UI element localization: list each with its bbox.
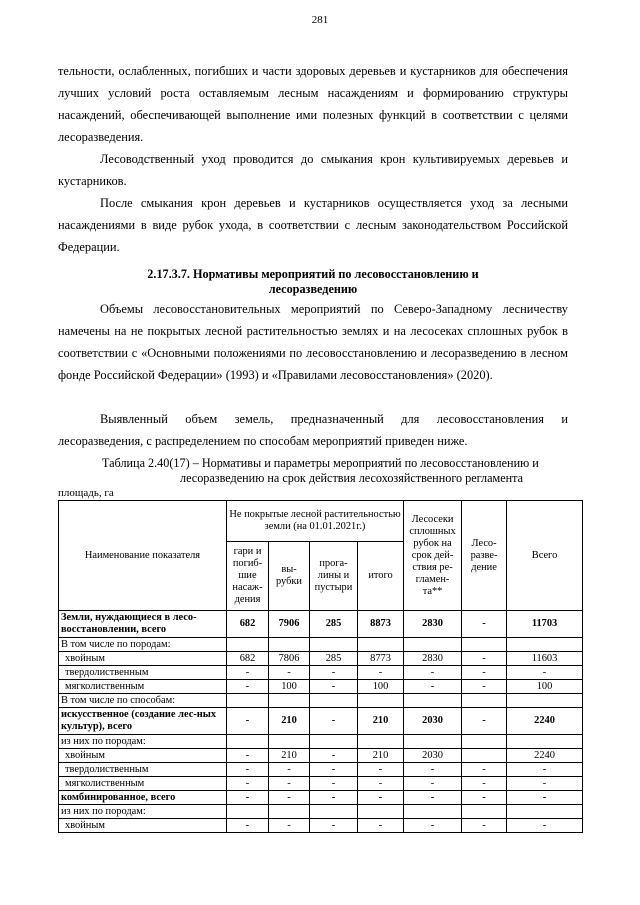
paragraph-continuation: тельности, ослабленных, погибших и части здоровых деревьев и кустарников для обеспечения лучших условий роста оставляемым лесным насаждениям и формированию структуры насаждений, обеспечивающей выполнение ими полезных функций в соответствии с целями лесоразведения. xyxy=(58,64,568,144)
row-label: Земли, нуждающиеся в лесо-восстановлении, всего xyxy=(59,611,227,638)
table-row xyxy=(59,749,583,763)
table-cell xyxy=(358,638,404,652)
table-row xyxy=(59,666,583,680)
table-cell xyxy=(269,694,310,708)
table-cell xyxy=(507,638,583,652)
table-row xyxy=(59,694,583,708)
header-indicator-name: Наименование показателя xyxy=(59,501,227,611)
page-number: 281 xyxy=(311,14,329,26)
table-caption xyxy=(58,456,568,486)
table-cell: - xyxy=(269,763,310,777)
table-cell: - xyxy=(227,819,269,833)
row-label: В том числе по способам: xyxy=(59,694,227,708)
header-clearcut-sites: Лесосеки сплошных рубок на срок дей-ствия ре-гламен-та** xyxy=(404,501,462,611)
header-subtotal: итого xyxy=(358,542,404,611)
table-cell: - xyxy=(507,763,583,777)
table-cell: 2030 xyxy=(404,708,462,735)
table-row xyxy=(59,735,583,749)
table-cell xyxy=(462,694,507,708)
table-row xyxy=(59,680,583,694)
table-cell: - xyxy=(358,666,404,680)
table-body xyxy=(59,611,583,833)
table-cell: - xyxy=(310,708,358,735)
table-cell: 8873 xyxy=(358,611,404,638)
table-cell: - xyxy=(269,791,310,805)
row-label: мягколиственным xyxy=(59,777,227,791)
header-glades-wastelands: прога-лины и пустыри xyxy=(310,542,358,611)
table-cell xyxy=(404,735,462,749)
table-cell: 2240 xyxy=(507,708,583,735)
table-cell: - xyxy=(310,763,358,777)
table-row xyxy=(59,708,583,735)
table-cell: - xyxy=(269,666,310,680)
table-cell: 210 xyxy=(269,708,310,735)
table-cell: - xyxy=(404,777,462,791)
row-label: комбинированное, всего xyxy=(59,791,227,805)
table-row xyxy=(59,805,583,819)
table-cell xyxy=(358,805,404,819)
table-cell: 682 xyxy=(227,652,269,666)
header-cutovers: вы-рубки xyxy=(269,542,310,611)
table-cell: - xyxy=(227,666,269,680)
table-cell xyxy=(507,735,583,749)
table-cell: - xyxy=(269,777,310,791)
table-row xyxy=(59,791,583,805)
row-label: из них по породам: xyxy=(59,735,227,749)
table-cell: - xyxy=(227,777,269,791)
table-row xyxy=(59,819,583,833)
paragraph-volumes: Объемы лесовосстановительных мероприятий по Северо-Западному лесничеству намечены на не покрытых лесной растительностью землях и на лесосеках сплошных рубок в соответствии с «Основными положениями по лесовосстановлению и лесоразведению в лесном фонде Российской Федерации» (1993) и «Правилами лесовосстановления» (2020). xyxy=(58,302,568,382)
table-cell: - xyxy=(227,680,269,694)
table-cell xyxy=(462,735,507,749)
table-cell: - xyxy=(462,680,507,694)
table-cell: - xyxy=(227,763,269,777)
table-cell: - xyxy=(462,819,507,833)
table-cell xyxy=(227,694,269,708)
table-row xyxy=(59,652,583,666)
table-cell: - xyxy=(404,680,462,694)
paragraph-care: Лесоводственный уход проводится до смыкания крон культивируемых деревьев и кустарников. xyxy=(58,152,568,188)
section-heading xyxy=(58,267,568,297)
table-cell: 210 xyxy=(358,708,404,735)
table-row xyxy=(59,777,583,791)
table-cell: 2830 xyxy=(404,652,462,666)
table-cell: - xyxy=(462,708,507,735)
table-cell: - xyxy=(462,611,507,638)
table-cell: 2830 xyxy=(404,611,462,638)
table-cell: 11703 xyxy=(507,611,583,638)
table-cell xyxy=(404,638,462,652)
table-cell xyxy=(404,694,462,708)
table-cell: 100 xyxy=(507,680,583,694)
table-cell: - xyxy=(404,791,462,805)
table-cell: - xyxy=(310,819,358,833)
table-cell: 7906 xyxy=(269,611,310,638)
table-cell xyxy=(358,694,404,708)
table-row xyxy=(59,638,583,652)
table-header-row-1 xyxy=(59,501,583,542)
section-heading-line2: лесоразведению xyxy=(268,282,358,296)
table-cell: 2030 xyxy=(404,749,462,763)
row-label: хвойным xyxy=(59,652,227,666)
table-cell: - xyxy=(462,791,507,805)
paragraph-thinning: После смыкания крон деревьев и кустарников осуществляется уход за лесными насаждениями в виде рубок ухода, в соответствии с лесным законодательством Российской Федерации. xyxy=(58,196,568,254)
table-cell: - xyxy=(462,763,507,777)
table-cell: - xyxy=(310,777,358,791)
table-cell: 682 xyxy=(227,611,269,638)
table-cell: - xyxy=(462,652,507,666)
header-total: Всего xyxy=(507,501,583,611)
forest-restoration-table xyxy=(58,500,583,833)
row-label: из них по породам: xyxy=(59,805,227,819)
table-cell: - xyxy=(507,819,583,833)
table-cell: - xyxy=(358,791,404,805)
table-row xyxy=(59,611,583,638)
section-heading-line1: 2.17.3.7. Нормативы мероприятий по лесовосстановлению и xyxy=(147,267,479,281)
row-label: В том числе по породам: xyxy=(59,638,227,652)
row-label: твердолиственным xyxy=(59,763,227,777)
table-cell: 210 xyxy=(358,749,404,763)
header-afforestation: Лесо-разве-дение xyxy=(462,501,507,611)
table-cell: - xyxy=(227,708,269,735)
table-row xyxy=(59,763,583,777)
table-cell xyxy=(462,749,507,763)
table-cell xyxy=(507,805,583,819)
unit-label: площадь, га xyxy=(58,487,114,499)
table-cell: - xyxy=(462,666,507,680)
table-cell: - xyxy=(404,666,462,680)
table-cell: - xyxy=(310,666,358,680)
table-cell xyxy=(358,735,404,749)
table-cell: 8773 xyxy=(358,652,404,666)
table-cell xyxy=(310,694,358,708)
row-label: хвойным xyxy=(59,819,227,833)
header-burnt-dead-stands: гари и погиб-шие насаж-дения xyxy=(227,542,269,611)
table-cell: - xyxy=(310,680,358,694)
table-caption-line1: Таблица 2.40(17) – Нормативы и параметры мероприятий по лесовосстановлению и xyxy=(102,456,539,470)
table-cell: - xyxy=(310,791,358,805)
table-cell: 2240 xyxy=(507,749,583,763)
table-cell xyxy=(462,805,507,819)
row-label: хвойным xyxy=(59,749,227,763)
table-cell: - xyxy=(310,749,358,763)
header-unforested-lands: Не покрытые лесной растительностью земли (на 01.01.2021г.) xyxy=(227,501,404,542)
table-caption-line2: лесоразведению на срок действия лесохозяйственного регламента xyxy=(180,471,524,485)
table-cell: - xyxy=(462,777,507,791)
row-label: искусственное (создание лес-ных культур), всего xyxy=(59,708,227,735)
table-cell xyxy=(227,805,269,819)
table-cell xyxy=(227,735,269,749)
table-cell xyxy=(310,638,358,652)
table-cell: - xyxy=(404,763,462,777)
table-cell xyxy=(404,805,462,819)
table-cell: - xyxy=(507,791,583,805)
table-cell xyxy=(269,805,310,819)
table-cell xyxy=(310,805,358,819)
table-cell: 285 xyxy=(310,652,358,666)
table-cell: 285 xyxy=(310,611,358,638)
row-label: твердолиственным xyxy=(59,666,227,680)
table-cell: - xyxy=(358,763,404,777)
table-cell: 100 xyxy=(358,680,404,694)
table-cell: 7806 xyxy=(269,652,310,666)
row-label: мягколиственным xyxy=(59,680,227,694)
table-cell xyxy=(269,638,310,652)
table-cell: 100 xyxy=(269,680,310,694)
table-cell: 210 xyxy=(269,749,310,763)
table-cell xyxy=(227,638,269,652)
table-cell: - xyxy=(227,749,269,763)
table-cell xyxy=(269,735,310,749)
table-cell: - xyxy=(358,777,404,791)
table-cell: - xyxy=(227,791,269,805)
table-cell: - xyxy=(358,819,404,833)
table-cell xyxy=(462,638,507,652)
table-cell xyxy=(310,735,358,749)
table-cell xyxy=(507,694,583,708)
table-cell: 11603 xyxy=(507,652,583,666)
table-cell: - xyxy=(269,819,310,833)
paragraph-identified: Выявленный объем земель, предназначенный для лесовосстановления и лесоразведения, с распределением по способам мероприятий приведен ниже. xyxy=(58,412,568,448)
table-cell: - xyxy=(404,819,462,833)
table-cell: - xyxy=(507,666,583,680)
table-cell: - xyxy=(507,777,583,791)
